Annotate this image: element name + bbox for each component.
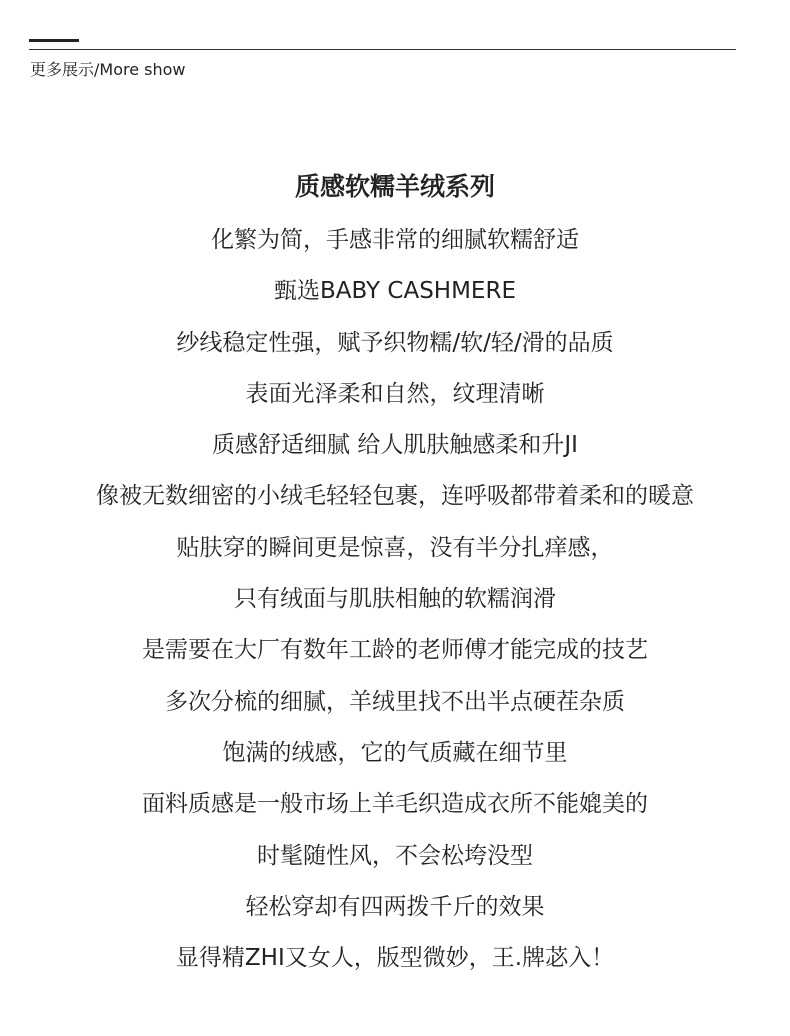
description-line: 显得精ZHI又女人，版型微妙，王.牌苾入！ bbox=[175, 945, 615, 972]
description-line: 贴肤穿的瞬间更是惊喜，没有半分扎痒感， bbox=[176, 534, 614, 561]
description-line: 时髦随性风，不会松垮没型 bbox=[257, 842, 533, 869]
description-line: 是需要在大厂有数年工龄的老师傅才能完成的技艺 bbox=[142, 637, 648, 664]
description-line: 面料质感是一般市场上羊毛织造成衣所不能媲美的 bbox=[142, 791, 648, 818]
description-line: 化繁为简，手感非常的细腻软糯舒适 bbox=[211, 227, 579, 253]
description-line: 质感舒适细腻 给人肌肤触感柔和升JI bbox=[212, 432, 578, 459]
section-label: 更多展示/More show bbox=[30, 60, 186, 79]
description-line: 只有绒面与肌肤相触的软糯润滑 bbox=[234, 586, 556, 613]
description-list bbox=[0, 222, 790, 991]
description-line: 甄选BABY CASHMERE bbox=[274, 278, 516, 305]
description-line: 纱线稳定性强，赋予织物糯/软/轻/滑的品质 bbox=[176, 329, 614, 356]
description-line: 多次分梳的细腻，羊绒里找不出半点硬茬杂质 bbox=[165, 688, 625, 715]
description-line: 饱满的绒感，它的气质藏在细节里 bbox=[222, 739, 568, 766]
description-line: 轻松穿却有四两拨千斤的效果 bbox=[245, 893, 545, 920]
page-title: 质感软糯羊绒系列 bbox=[294, 172, 495, 201]
header-divider bbox=[29, 49, 736, 50]
description-line: 像被无数细密的小绒毛轻轻包裹，连呼吸都带着柔和的暖意 bbox=[96, 483, 694, 510]
header-accent-bar bbox=[29, 39, 79, 42]
description-line: 表面光泽柔和自然，纹理清晰 bbox=[245, 380, 545, 407]
